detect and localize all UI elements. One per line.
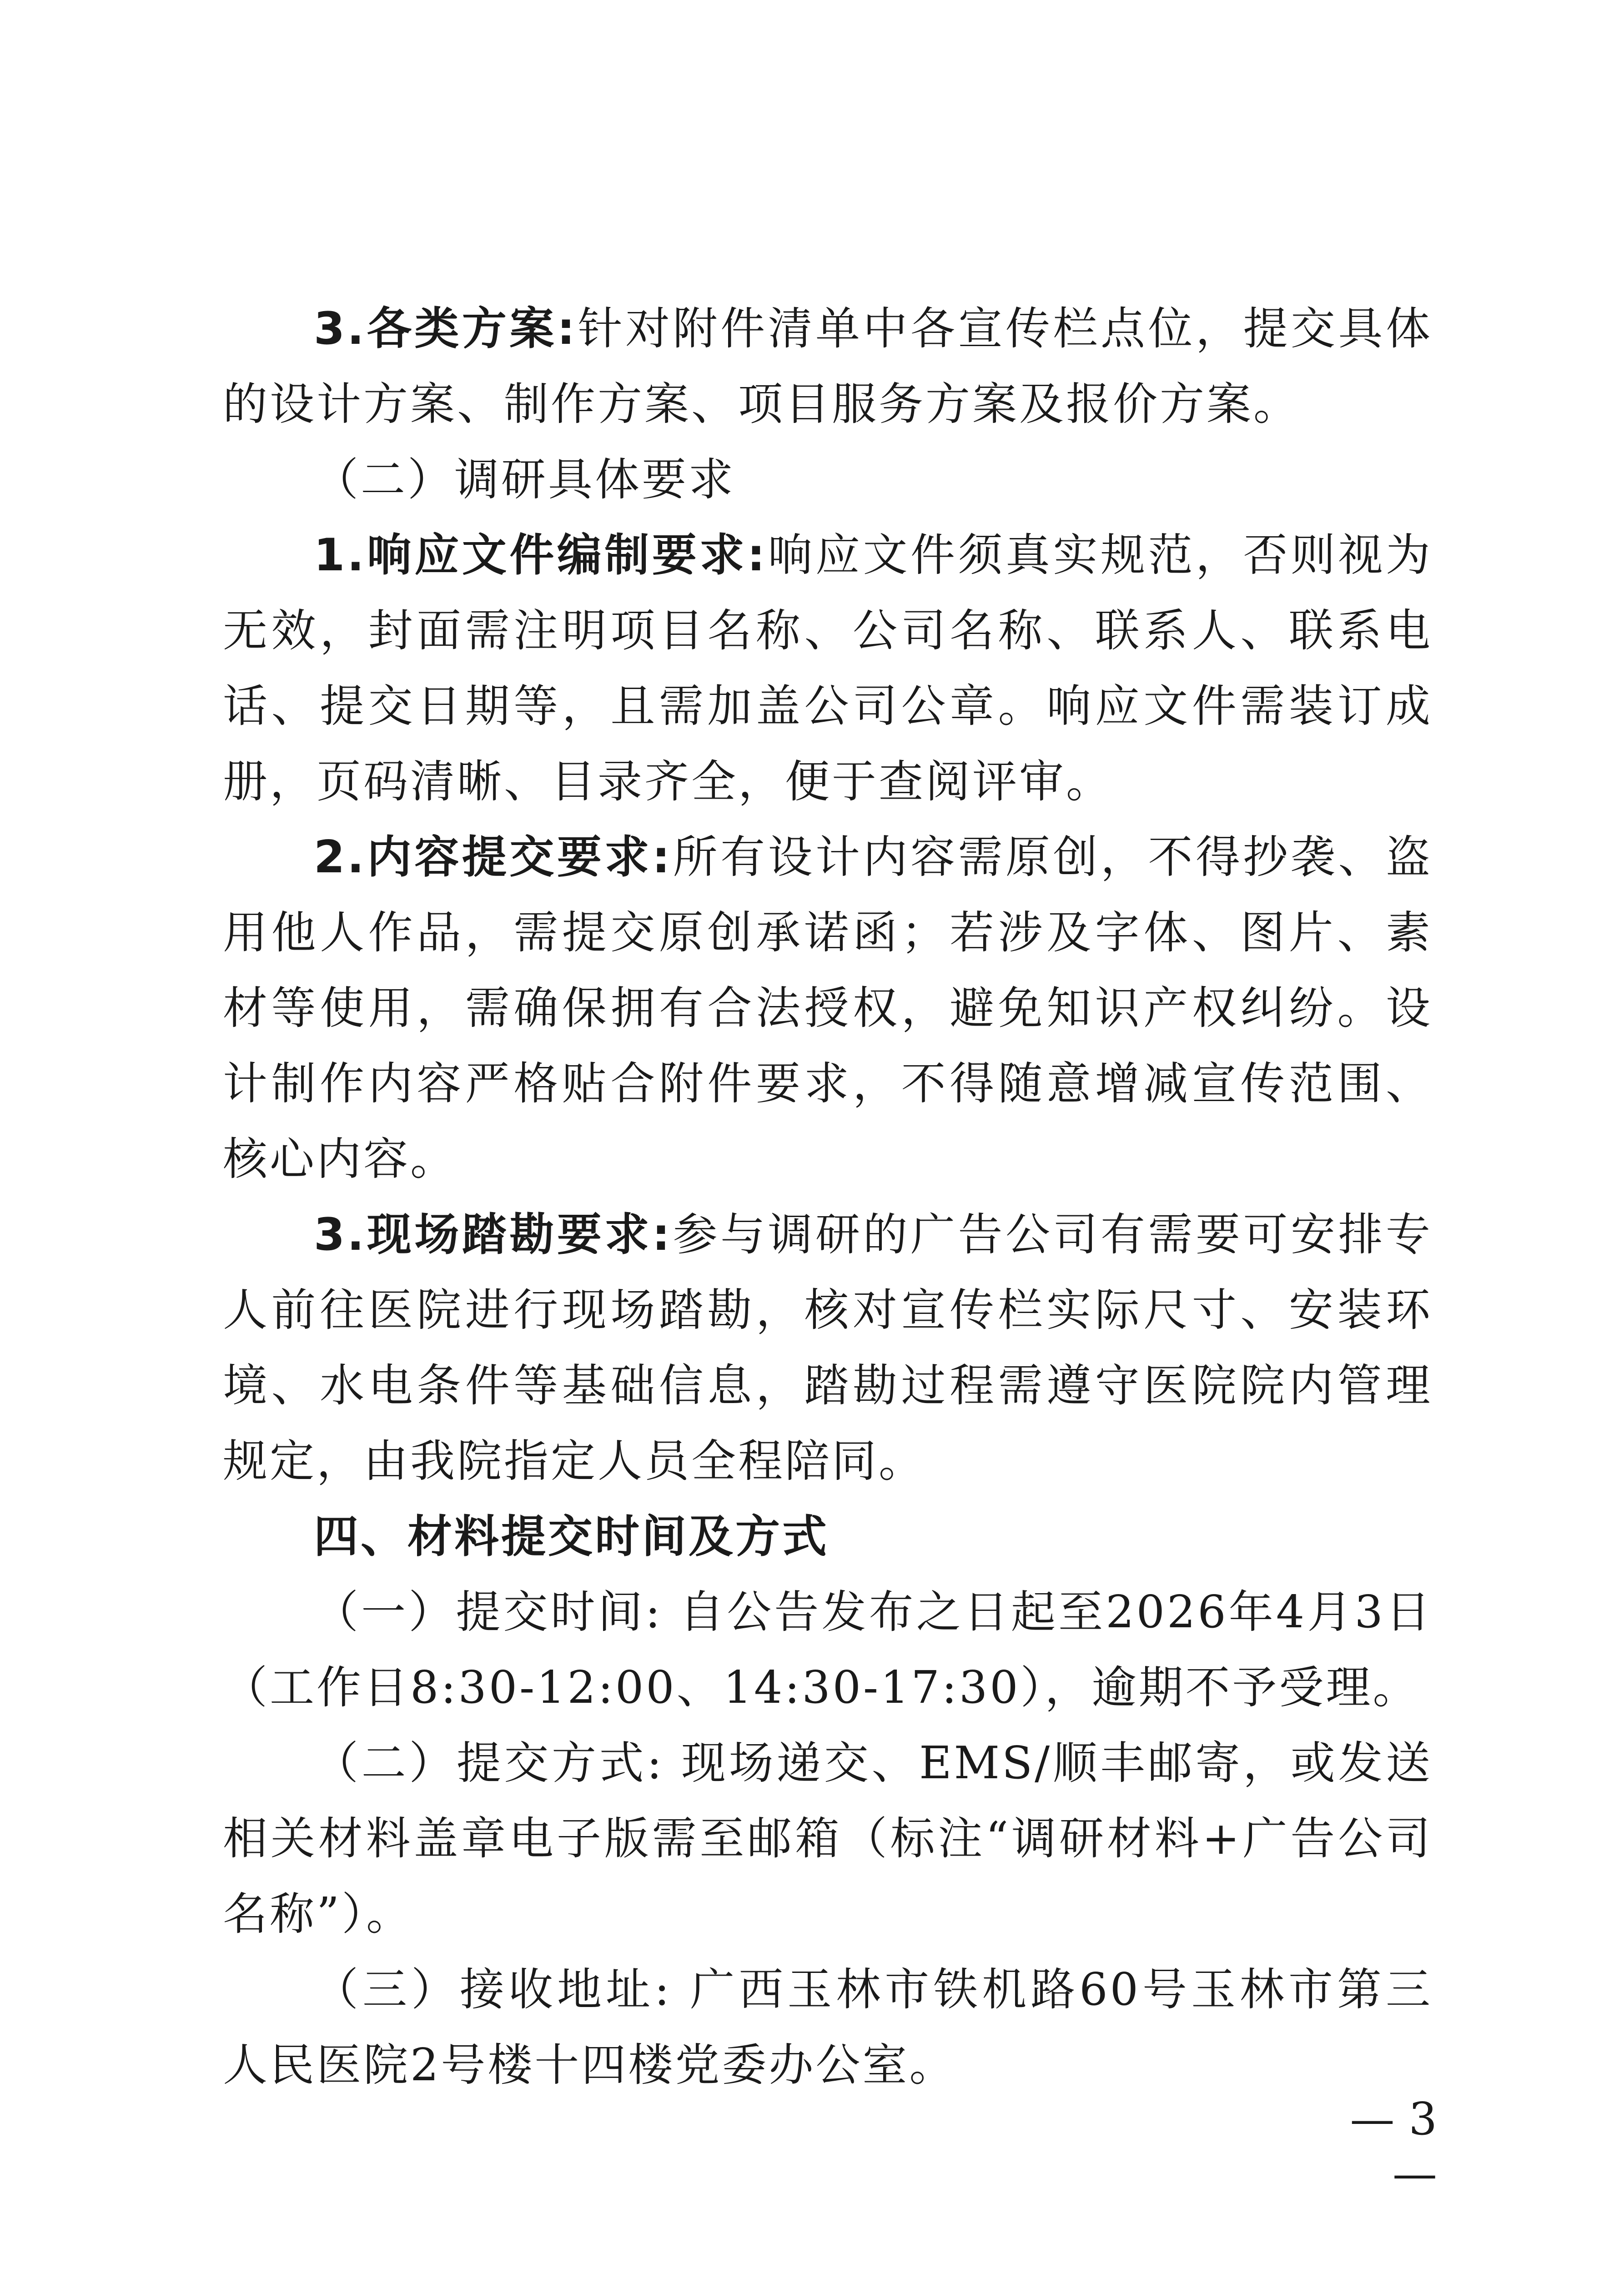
paragraph-site-survey-requirements	[223, 1197, 1433, 1499]
paragraph-text: 所有设计内容需原创，不得抄袭、盗用他人作品，需提交原创承诺函；若涉及字体、图片、素材等使用，需确保拥有合法授权，避免知识产权纠纷。设计制作内容严格贴合附件要求，不得随意增减宣传范围、核心内容。	[223, 831, 1433, 1185]
document-body	[223, 291, 1433, 2103]
paragraph-various-plans	[223, 291, 1433, 442]
paragraph-text: 响应文件须真实规范，否则视为无效，封面需注明项目名称、公司名称、联系人、联系电话、提交日期等，且需加盖公司公章。响应文件需装订成册，页码清晰、目录齐全，便于查阅评审。	[223, 529, 1433, 808]
section-title: 四、材料提交时间及方式	[314, 1511, 830, 1563]
paragraph-submission-method: （二）提交方式: 现场递交、EMS/顺丰邮寄，或发送相关材料盖章电子版需至邮箱（标注“调研材料+广告公司名称”）。	[223, 1737, 1433, 1940]
paragraph-receiving-address: （三）接收地址: 广西玉林市铁机路60号玉林市第三人民医院2号楼十四楼党委办公室。	[223, 1964, 1433, 2091]
paragraph-heading: 3.现场踏勘要求:	[314, 1209, 673, 1261]
paragraph-response-file-requirements	[223, 518, 1433, 820]
paragraph-text: 参与调研的广告公司有需要可安排专人前往医院进行现场踏勘，核对宣传栏实际尺寸、安装环境、水电条件等基础信息，踏勘过程需遵守医院院内管理规定，由我院指定人员全程陪同。	[223, 1209, 1433, 1487]
paragraph-text: 针对附件清单中各宣传栏点位，提交具体的设计方案、制作方案、项目服务方案及报价方案。	[223, 303, 1433, 430]
page-number: — 3 —	[1350, 2093, 1437, 2200]
paragraph-submission-time: （一）提交时间: 自公告发布之日起至2026年4月3日（工作日8:30-12:00、14:30-17:30），逾期不予受理。	[223, 1586, 1433, 1714]
paragraph-heading: 2.内容提交要求:	[314, 831, 673, 883]
subsection-title: （二）调研具体要求	[314, 454, 736, 506]
paragraph-heading: 1.响应文件编制要求:	[314, 529, 768, 581]
paragraph-content-submission-requirements	[223, 820, 1433, 1197]
paragraph-heading: 3.各类方案:	[314, 303, 578, 355]
